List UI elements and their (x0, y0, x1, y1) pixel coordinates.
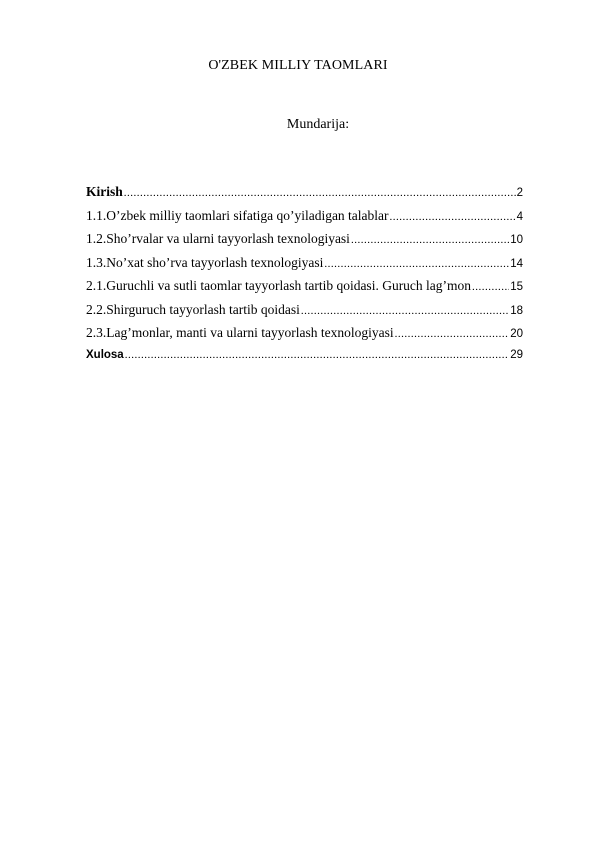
toc-entry-title: 2.2.Shirguruch tayyorlash tartib qoidasi (86, 301, 300, 317)
toc-dot-leader (301, 305, 509, 317)
toc-entry-2-3[interactable] (86, 325, 523, 349)
toc-entry-title: Xulosa (86, 348, 124, 361)
toc-entry-2-2[interactable] (86, 302, 523, 326)
toc-entry-page: 29 (510, 348, 523, 361)
table-of-contents (86, 184, 523, 372)
document-title: O'ZBEK MILLIY TAOMLARI (208, 58, 388, 73)
toc-dot-leader (351, 234, 509, 246)
toc-entry-1-2[interactable] (86, 231, 523, 255)
toc-dot-leader (395, 328, 510, 340)
toc-entry-title: 2.3.Lag’monlar, manti va ularni tayyorlash texnologiyasi (86, 325, 394, 340)
toc-entry-page: 15 (510, 281, 523, 293)
toc-dot-leader (124, 187, 516, 199)
toc-entry-page: 10 (510, 234, 523, 246)
toc-dot-leader (125, 349, 509, 361)
toc-entry-1-1[interactable] (86, 208, 523, 232)
toc-entry-xulosa[interactable] (86, 349, 523, 373)
toc-entry-page: 18 (510, 304, 523, 317)
toc-entry-kirish[interactable] (86, 184, 523, 208)
toc-entry-page: 2 (516, 187, 523, 199)
toc-dot-leader (390, 211, 516, 223)
toc-heading: Mundarija: (286, 117, 350, 132)
toc-dot-leader (324, 258, 509, 270)
toc-entry-page: 4 (516, 210, 523, 223)
toc-entry-title: 1.2.Sho’rvalar va ularni tayyorlash texnologiyasi (86, 231, 350, 246)
toc-entry-1-3[interactable] (86, 255, 523, 279)
toc-entry-2-1[interactable] (86, 278, 523, 302)
toc-entry-page: 14 (510, 257, 523, 270)
toc-entry-title: Kirish (86, 184, 123, 199)
toc-entry-page: 20 (510, 328, 523, 340)
toc-entry-title: 2.1.Guruchli va sutli taomlar tayyorlash tartib qoidasi. Guruch lag’mon (86, 278, 472, 293)
toc-dot-leader (472, 281, 509, 293)
toc-entry-title: 1.1.O’zbek milliy taomlari sifatiga qo’yiladigan talablar (86, 207, 389, 223)
toc-entry-title: 1.3.No’xat sho’rva tayyorlash texnologiyasi (86, 254, 324, 270)
